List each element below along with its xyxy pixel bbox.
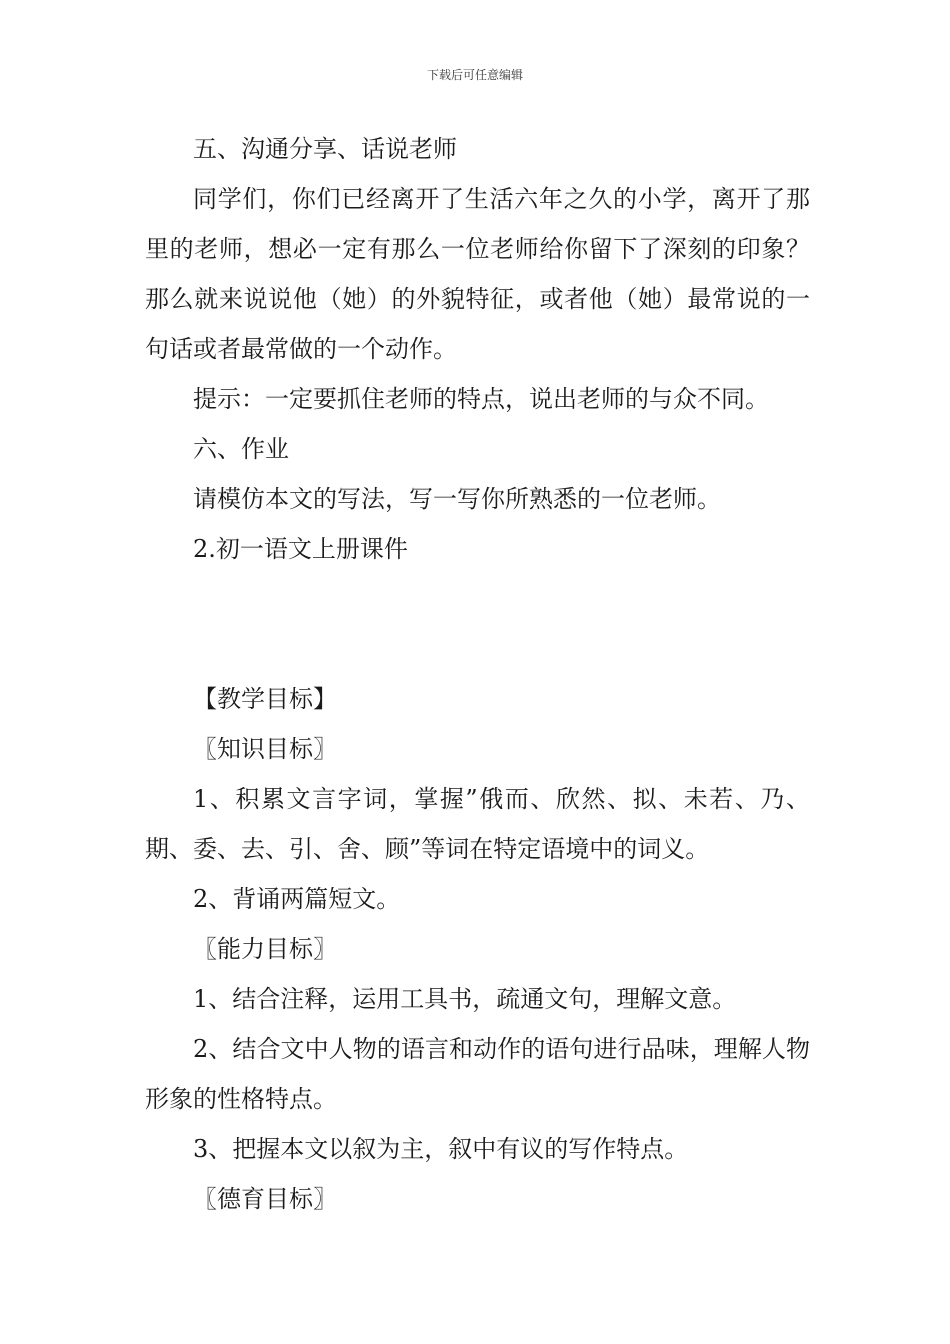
list-item: 1、结合注释，运用工具书，疏通文句，理解文意。 bbox=[193, 985, 737, 1013]
paragraph-tip: 提示：一定要抓住老师的特点，说出老师的与众不同。 bbox=[193, 385, 769, 413]
section-spacer bbox=[145, 574, 810, 674]
document-body bbox=[145, 124, 810, 1224]
heading-teaching-goals: 【教学目标】 bbox=[193, 685, 337, 713]
page-header: 下载后可任意编辑 bbox=[426, 68, 523, 82]
paragraph-intro: 同学们，你们已经离开了生活六年之久的小学，离开了那里的老师，想必一定有那么一位老师给你留下了深刻的印象？那么就来说说他（她）的外貌特征，或者他（她）最常说的一句话或者最常做的一个动作。 bbox=[145, 185, 810, 363]
heading-moral-goals: 〖德育目标〗 bbox=[193, 1185, 337, 1213]
heading-courseware: 2.初一语文上册课件 bbox=[193, 535, 408, 563]
list-item: 1、积累文言字词，掌握”俄而、欣然、拟、未若、乃、期、委、去、引、舍、顾”等词在特定语境中的词义。 bbox=[145, 785, 810, 863]
list-item: 2、结合文中人物的语言和动作的语句进行品味，理解人物形象的性格特点。 bbox=[145, 1035, 810, 1113]
heading-knowledge-goals: 〖知识目标〗 bbox=[193, 735, 337, 763]
heading-section-6: 六、作业 bbox=[193, 435, 289, 463]
list-item: 2、背诵两篇短文。 bbox=[193, 885, 401, 913]
heading-section-5: 五、沟通分享、话说老师 bbox=[193, 135, 457, 163]
list-item: 3、把握本文以叙为主，叙中有议的写作特点。 bbox=[193, 1135, 689, 1163]
heading-ability-goals: 〖能力目标〗 bbox=[193, 935, 337, 963]
paragraph-homework: 请模仿本文的写法，写一写你所熟悉的一位老师。 bbox=[193, 485, 721, 513]
